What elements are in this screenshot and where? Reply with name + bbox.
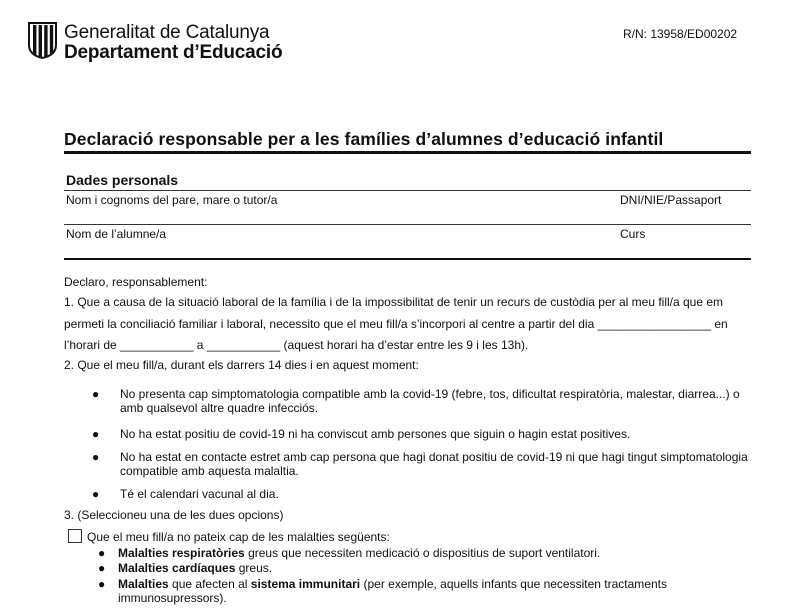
item1-line1: 1. Que a causa de la situació laboral de la família i de la impossibilitat de tenir un recurs de custòdia per al meu fill/a que em (64, 295, 724, 309)
illness-item: Malalties cardíaques greus. (118, 561, 273, 575)
bullet-icon: ● (92, 427, 100, 441)
illness-item: Malalties que afecten al sistema immunitari (per exemple, aquells infants que necessiten tractaments immunosupressors). (118, 577, 667, 605)
item3-text: 3. (Seleccioneu una de les dues opcions) (64, 508, 284, 522)
org-name-line1: Generalitat de Catalunya (64, 22, 270, 43)
section-title: Dades personals (66, 172, 179, 188)
field-divider (64, 224, 751, 225)
org-name-line2: Departament d’Educació (64, 42, 283, 63)
reference-number: R/N: 13958/ED00202 (623, 27, 738, 41)
document-title: Declaració responsable per a les famílies d’alumnes d’educació infantil (64, 129, 664, 149)
parent-name-field[interactable]: Nom i cognoms del pare, mare o tutor/a (66, 193, 278, 207)
student-name-field[interactable]: Nom de l’alumne/a (66, 227, 167, 241)
illness-item: Malalties respiratòries greus que necessiten medicació o dispositius de suport ventilatori. (118, 546, 601, 560)
item1-line3: l’horari de ___________ a ___________ (aquest horari ha d’estar entre les 9 i les 13h). (64, 338, 529, 352)
catalan-flag-logo-icon (26, 21, 59, 59)
bullet-icon: ● (92, 487, 100, 501)
fields-bottom-divider (64, 258, 751, 260)
item2-text: 2. Que el meu fill/a, durant els darrers 14 dies i en aquest moment: (64, 358, 419, 372)
bullet-item: No ha estat en contacte estret amb cap persona que hagi donat positiu de covid-19 ni que hagi tingut simptomatologia compatible amb aquesta malaltia. (120, 450, 748, 478)
section-divider (64, 190, 751, 191)
declaration-intro: Declaro, responsablement: (64, 275, 208, 289)
title-divider (64, 151, 751, 154)
bullet-icon: ● (98, 561, 106, 575)
option1-label: Que el meu fill/a no pateix cap de les malalties següents: (87, 530, 390, 544)
id-document-field[interactable]: DNI/NIE/Passaport (620, 193, 722, 207)
bullet-item: No presenta cap simptomatologia compatible amb la covid-19 (febre, tos, dificultat respiratòria, malestar, diarrea...) o amb qualsevol altre quadre infecciós. (120, 387, 740, 415)
item1-line2: permeti la conciliació familiar i laboral, necessito que el meu fill/a s’incorpori al centre a partir del dia _________________ en (64, 317, 728, 331)
bullet-icon: ● (92, 450, 100, 464)
course-field[interactable]: Curs (620, 227, 646, 241)
bullet-icon: ● (98, 577, 106, 591)
bullet-item: No ha estat positiu de covid-19 ni ha conviscut amb persones que siguin o hagin estat positives. (120, 427, 631, 441)
bullet-icon: ● (92, 387, 100, 401)
bullet-icon: ● (98, 546, 106, 560)
option1-checkbox[interactable] (68, 529, 82, 543)
bullet-item: Té el calendari vacunal al dia. (120, 487, 279, 501)
